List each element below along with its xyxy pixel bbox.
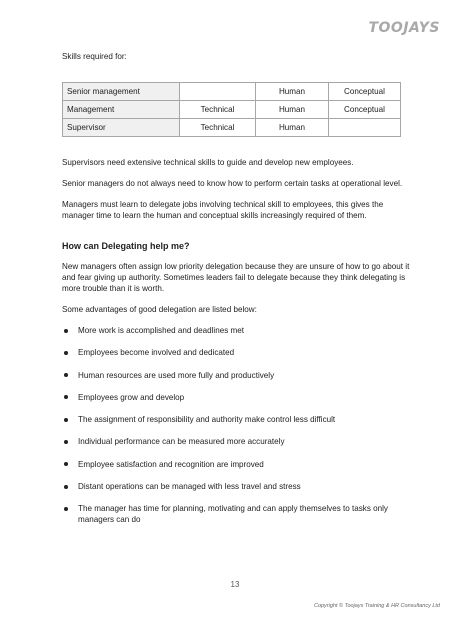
- paragraph: New managers often assign low priority delegation because they are unsure of how to go about it and fear giving up authority. Sometimes leaders fail to delegate because they think delegating is more trouble than it is worth.: [62, 262, 410, 293]
- technical-cell: Technical: [180, 101, 256, 119]
- bullet-icon: [64, 395, 68, 399]
- list-item: [62, 370, 412, 381]
- bullet-icon: [64, 485, 68, 489]
- paragraph: Supervisors need extensive technical skills to guide and develop new employees.: [62, 158, 354, 167]
- skills-table: [62, 82, 401, 137]
- bullet-icon: [64, 373, 68, 377]
- role-cell: Management: [63, 101, 180, 119]
- list-item-text: Distant operations can be managed with less travel and stress: [78, 482, 301, 492]
- bullet-icon: [64, 440, 68, 444]
- list-item-text: The manager has time for planning, motivating and can apply themselves to tasks only managers can do: [78, 504, 388, 525]
- technical-cell: [180, 83, 256, 101]
- list-item-text: Human resources are used more fully and productively: [78, 370, 275, 380]
- conceptual-cell: Conceptual: [329, 101, 401, 119]
- list-item-text: Individual performance can be measured more accurately: [78, 437, 285, 447]
- copyright-text: Copyright © Toojays Training & HR Consultancy Ltd: [313, 603, 440, 609]
- list-item-text: Employees become involved and dedicated: [78, 348, 235, 358]
- table-row: [63, 83, 401, 101]
- list-item: [62, 459, 412, 470]
- human-cell: Human: [256, 101, 329, 119]
- list-item-text: More work is accomplished and deadlines met: [78, 326, 245, 335]
- technical-cell: Technical: [180, 119, 256, 137]
- table-row: [63, 101, 401, 119]
- role-cell: Senior management: [63, 83, 180, 101]
- bullet-icon: [64, 351, 68, 355]
- list-item: [62, 414, 412, 425]
- paragraph: Managers must learn to delegate jobs involving technical skill to employees, this gives the manager time to learn the human and conceptual skills increasingly required of them.: [62, 200, 384, 220]
- section-heading: How can Delegating help me?: [62, 241, 190, 251]
- list-item: [62, 481, 412, 492]
- human-cell: Human: [256, 119, 329, 137]
- advantages-list: [62, 325, 412, 525]
- list-item-text: Employee satisfaction and recognition are improved: [78, 459, 264, 469]
- list-item: [62, 503, 412, 525]
- conceptual-cell: [329, 119, 401, 137]
- bullet-icon: [64, 329, 68, 333]
- bullet-icon: [64, 418, 68, 422]
- role-cell: Supervisor: [63, 119, 180, 137]
- list-item: [62, 436, 412, 447]
- bullet-icon: [64, 507, 68, 511]
- list-item: [62, 347, 412, 358]
- company-logo: TOOJAYS: [368, 20, 440, 36]
- list-item-text: Employees grow and develop: [78, 392, 185, 402]
- list-item: [62, 325, 412, 336]
- paragraph: Some advantages of good delegation are listed below:: [62, 305, 257, 314]
- bullet-icon: [64, 462, 68, 466]
- page-number: 13: [230, 580, 240, 589]
- list-item: [62, 392, 412, 403]
- conceptual-cell: Conceptual: [329, 83, 401, 101]
- paragraph: Senior managers do not always need to know how to perform certain tasks at operational level.: [62, 179, 403, 188]
- list-item-text: The assignment of responsibility and authority make control less difficult: [78, 415, 336, 425]
- human-cell: Human: [256, 83, 329, 101]
- intro-text: Skills required for:: [62, 52, 127, 61]
- page-content: [62, 51, 412, 537]
- table-row: [63, 119, 401, 137]
